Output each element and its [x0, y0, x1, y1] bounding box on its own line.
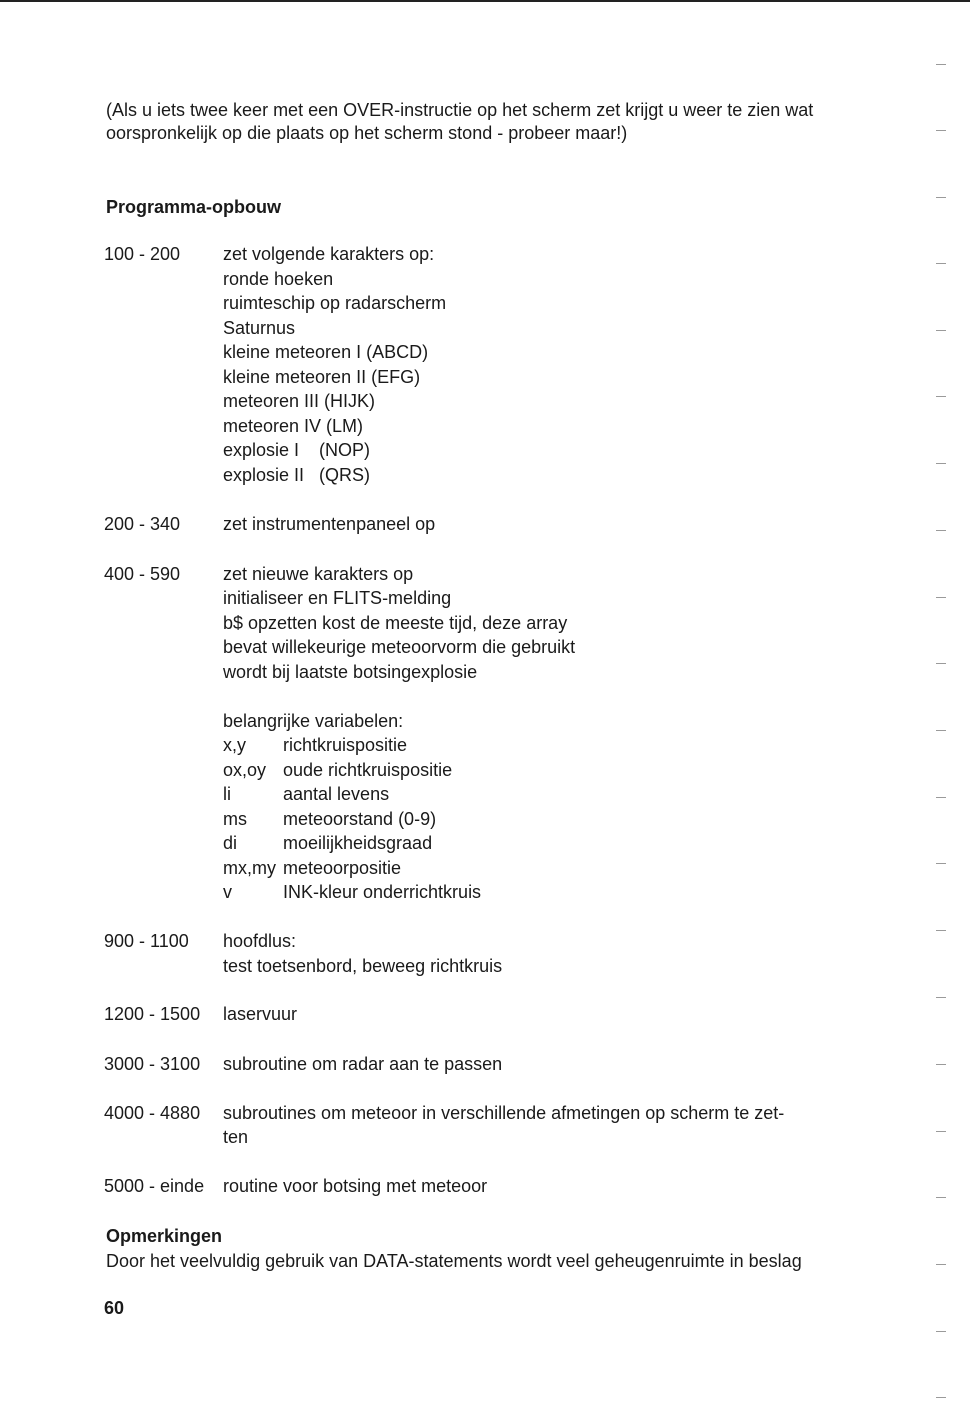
description-line: routine voor botsing met meteoor: [223, 1176, 488, 1196]
page-number: 60: [104, 1298, 125, 1318]
description-line: meteoren III (HIJK): [223, 391, 376, 411]
description-line: Saturnus: [223, 318, 296, 338]
variable-name: ms: [223, 809, 247, 829]
variable-name: ox,oy: [223, 760, 267, 780]
line-range: 400 - 590: [104, 564, 181, 584]
variable-description: meteoorstand (0-9): [283, 809, 437, 829]
top-rule: [0, 0, 970, 2]
description-line: ronde hoeken: [223, 269, 334, 289]
description-line: bevat willekeurige meteoorvorm die gebruikt: [223, 637, 576, 657]
description-line: initialiseer en FLITS-melding: [223, 588, 452, 608]
line-range: 100 - 200: [104, 244, 181, 264]
variable-description: aantal levens: [283, 784, 390, 804]
intro-line: (Als u iets twee keer met een OVER-instructie op het scherm zet krijgt u weer te zien wat: [106, 100, 814, 120]
description-line: ruimteschip op radarscherm: [223, 293, 447, 313]
line-range: 3000 - 3100: [104, 1054, 201, 1074]
variable-name: x,y: [223, 735, 247, 755]
variables-heading: belangrijke variabelen:: [223, 711, 404, 731]
description-line: zet nieuwe karakters op: [223, 564, 414, 584]
variable-description: richtkruispositie: [283, 735, 408, 755]
description-line: subroutine om radar aan te passen: [223, 1054, 503, 1074]
description-line: test toetsenbord, beweeg richtkruis: [223, 956, 503, 976]
line-range: 900 - 1100: [104, 931, 189, 951]
line-range: 5000 - einde: [104, 1176, 205, 1196]
line-range: 200 - 340: [104, 514, 181, 534]
description-line: ten: [223, 1127, 249, 1147]
description-line: kleine meteoren I (ABCD): [223, 342, 429, 362]
variable-description: INK-kleur onderrichtkruis: [283, 882, 482, 902]
description-line: zet instrumentenpaneel op: [223, 514, 436, 534]
description-line: b$ opzetten kost de meeste tijd, deze array: [223, 613, 568, 633]
remarks-text: Door het veelvuldig gebruik van DATA-statements wordt veel geheugenruimte in beslag: [106, 1251, 802, 1271]
description-line: wordt bij laatste botsingexplosie: [223, 662, 478, 682]
description-line: hoofdlus:: [223, 931, 297, 951]
line-range: 1200 - 1500: [104, 1004, 201, 1024]
description-line: laservuur: [223, 1004, 298, 1024]
variable-description: moeilijkheidsgraad: [283, 833, 433, 853]
line-range: 4000 - 4880: [104, 1103, 201, 1123]
variable-name: mx,my: [223, 858, 276, 878]
variable-description: oude richtkruispositie: [283, 760, 453, 780]
description-line: kleine meteoren II (EFG): [223, 367, 421, 387]
variable-name: v: [223, 882, 232, 902]
variable-description: meteoorpositie: [283, 858, 402, 878]
variable-name: li: [223, 784, 231, 804]
description-line: subroutines om meteoor in verschillende afmetingen op scherm te zet-: [223, 1103, 785, 1123]
description-line: explosie I (NOP): [223, 440, 371, 460]
intro-line: oorspronkelijk op die plaats op het scherm stond - probeer maar!): [106, 123, 628, 143]
description-line: zet volgende karakters op:: [223, 244, 435, 264]
description-line: explosie II (QRS): [223, 465, 371, 485]
remarks-title: Opmerkingen: [106, 1226, 223, 1246]
variable-name: di: [223, 833, 238, 853]
description-line: meteoren IV (LM): [223, 416, 364, 436]
section-title: Programma-opbouw: [106, 197, 282, 217]
